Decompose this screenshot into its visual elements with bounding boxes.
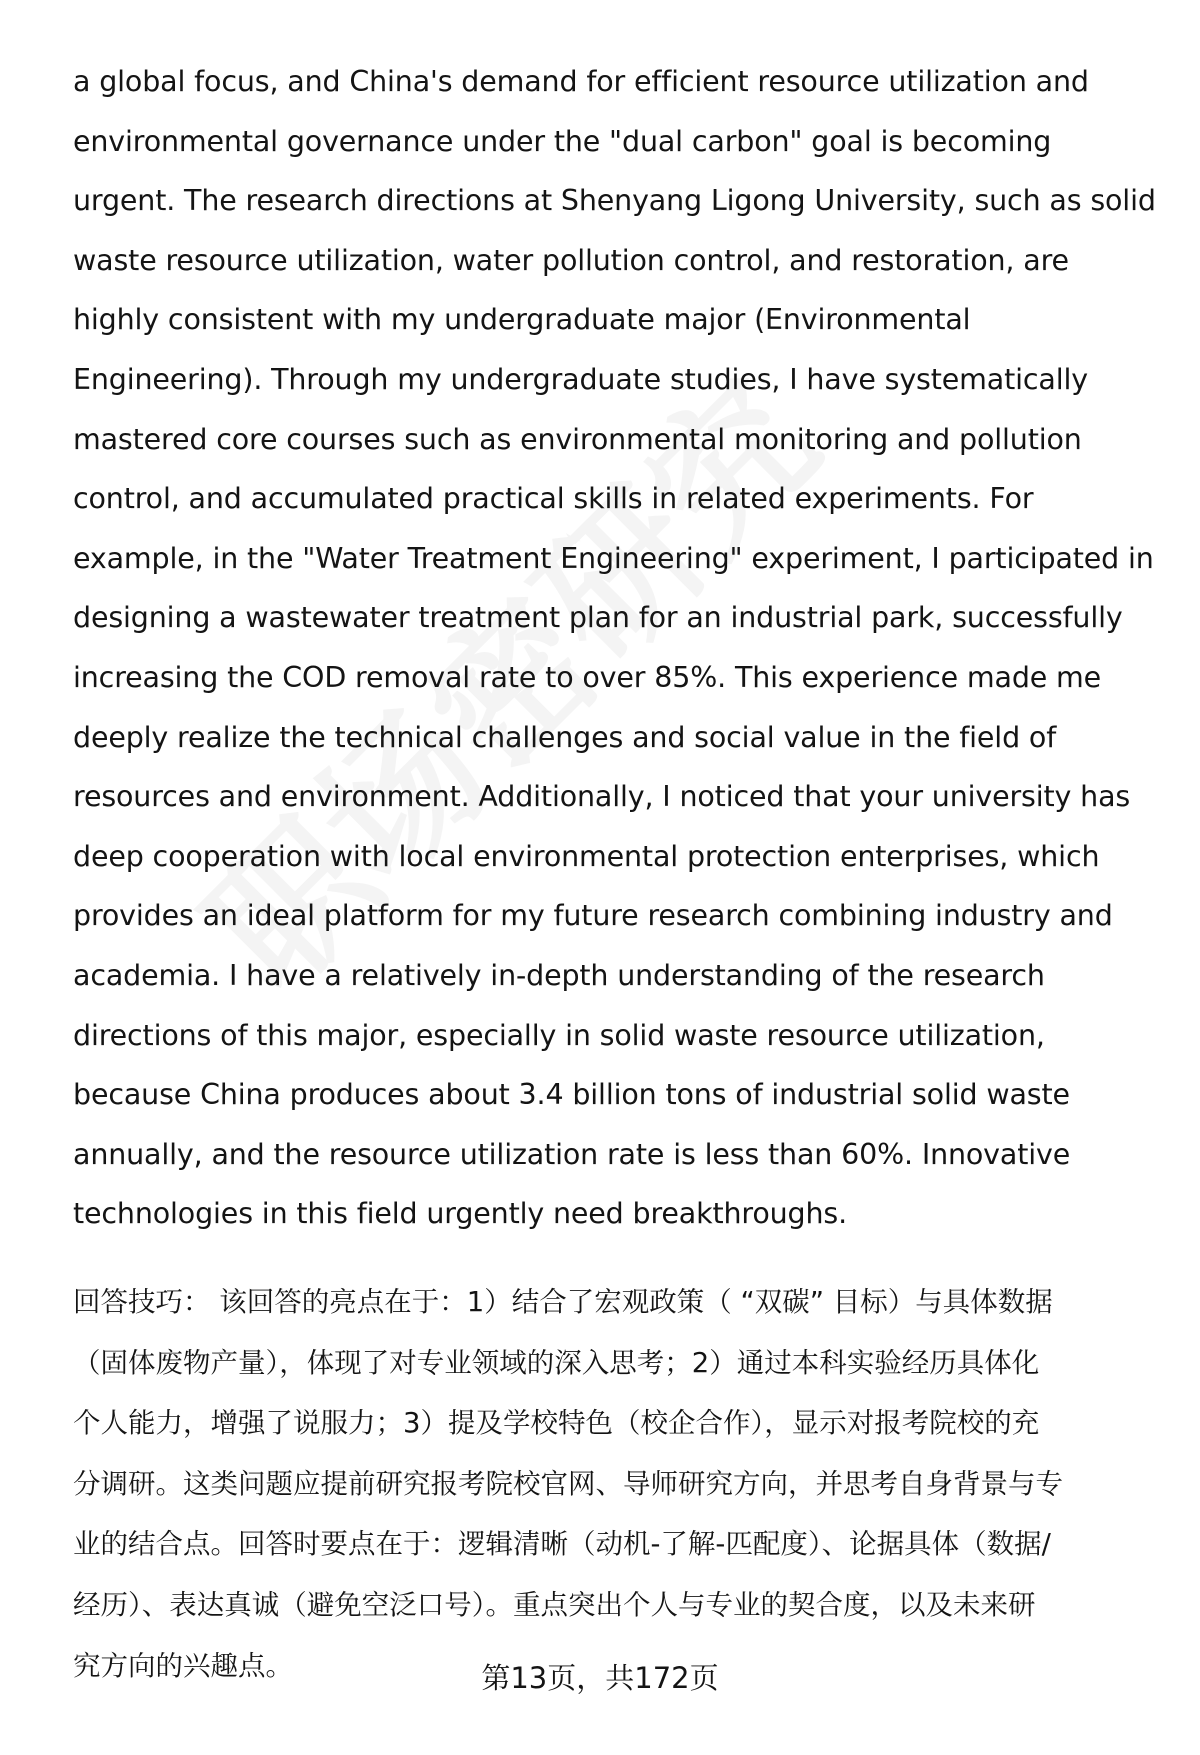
paragraph-line: provides an ideal platform for my future research combining industry and (73, 899, 1113, 933)
paragraph-line: environmental governance under the "dual carbon" goal is becoming (73, 124, 1052, 158)
page-number: 第13页，共172页 (481, 1661, 719, 1695)
tip-line: 业的结合点。回答时要点在于：逻辑清晰（动机-了解-匹配度）、论据具体（数据/ (73, 1528, 1051, 1561)
paragraph-line: annually, and the resource utilization rate is less than 60%. Innovative (73, 1137, 1071, 1171)
tip-line: 经历）、表达真诚（避免空泛口号）。重点突出个人与专业的契合度，以及未来研 (73, 1588, 1036, 1621)
paragraph-line: waste resource utilization, water pollution control, and restoration, are (73, 243, 1069, 277)
tip-line: 个人能力，增强了说服力；3）提及学校特色（校企合作），显示对报考院校的充 (73, 1407, 1040, 1440)
answer-tips-paragraph (73, 1272, 1163, 1696)
paragraph-line: designing a wastewater treatment plan for an industrial park, successfully (73, 601, 1123, 635)
tip-line: 回答技巧： 该回答的亮点在于：1）结合了宏观政策（ “双碳” 目标）与具体数据 (73, 1286, 1053, 1318)
tip-line: （固体废物产量），体现了对专业领域的深入思考；2）通过本科实验经历具体化 (73, 1346, 1040, 1379)
paragraph-line: resources and environment. Additionally, I noticed that your university has (73, 780, 1131, 814)
paragraph-line: control, and accumulated practical skills in related experiments. For (73, 482, 1034, 516)
paragraph-line: a global focus, and China's demand for efficient resource utilization and (73, 65, 1089, 98)
paragraph-line: urgent. The research directions at Shenyang Ligong University, such as solid (73, 184, 1156, 218)
paragraph-line: deeply realize the technical challenges and social value in the field of (73, 720, 1057, 754)
paragraph-line: academia. I have a relatively in-depth understanding of the research (73, 958, 1045, 992)
paragraph-line: because China produces about 3.4 billion tons of industrial solid waste (73, 1078, 1070, 1112)
paragraph-line: highly consistent with my undergraduate major (Environmental (73, 303, 971, 337)
paragraph-line: directions of this major, especially in solid waste resource utilization, (73, 1018, 1045, 1052)
paragraph-line: mastered core courses such as environmental monitoring and pollution (73, 422, 1082, 456)
paragraph-line: deep cooperation with local environmental protection enterprises, which (73, 839, 1100, 873)
tip-line: 究方向的兴趣点。 (73, 1649, 293, 1682)
answer-paragraph (73, 52, 1163, 1244)
paragraph-line: increasing the COD removal rate to over 85%. This experience made me (73, 660, 1102, 694)
tip-line: 分调研。这类问题应提前研究报考院校官网、导师研究方向，并思考自身背景与专 (73, 1467, 1063, 1500)
paragraph-line: technologies in this field urgently need breakthroughs. (73, 1197, 847, 1231)
paragraph-line: example, in the "Water Treatment Engineering" experiment, I participated in (73, 541, 1154, 575)
paragraph-line: Engineering). Through my undergraduate studies, I have systematically (73, 362, 1088, 396)
